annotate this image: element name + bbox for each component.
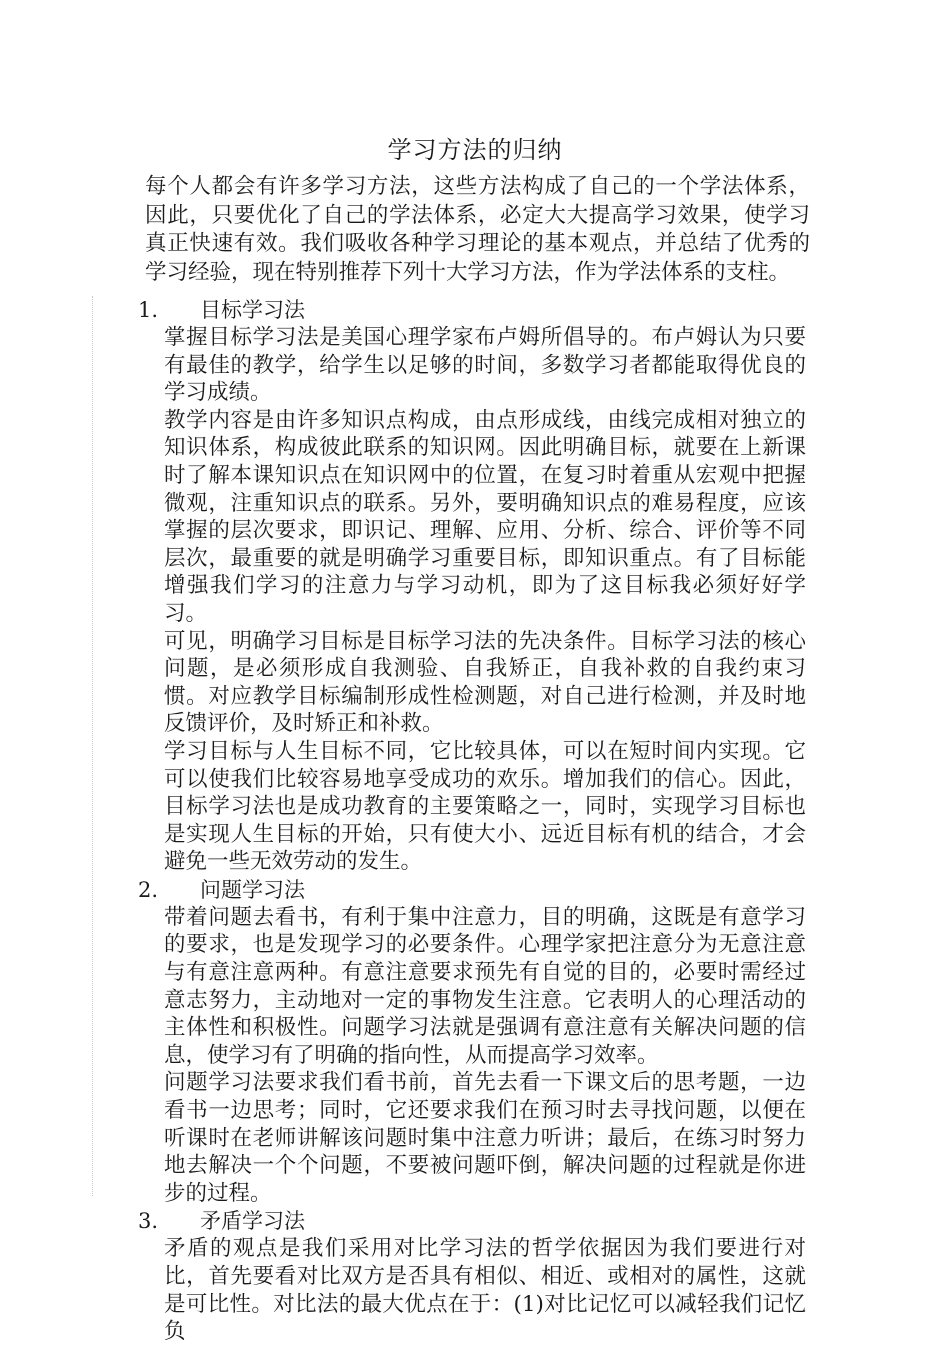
document-title: 学习方法的归纳 (387, 136, 563, 164)
section-problem-learning (120, 876, 820, 1208)
section-heading-label: 矛盾学习法 (200, 1209, 305, 1234)
section-paragraph: 矛盾的观点是我们采用对比学习法的哲学依据因为我们要进行对比，首先要看对比双方是否具有相似、相近、或相对的属性，这就是可比性。对比法的最大优点在于：(1)对比记忆可以减轻我们记忆负 (164, 1236, 806, 1345)
section-heading-label: 目标学习法 (200, 298, 305, 322)
section-heading (120, 1207, 820, 1235)
sections-container (120, 296, 820, 1346)
section-paragraph: 掌握目标学习法是美国心理学家布卢姆所倡导的。布卢姆认为只要有最佳的教学，给学生以足够的时间，多数学习者都能取得优良的学习成绩。 (164, 325, 806, 406)
section-heading (120, 876, 820, 904)
intro-paragraph: 每个人都会有许多学习方法，这些方法构成了自己的一个学法体系，因此，只要优化了自己的学法体系，必定大大提高学习效果，使学习真正快速有效。我们吸收各种学习理论的基本观点，并总结了优秀的学习经验，现在特别推荐下列十大学习方法，作为学法体系的支柱。 (145, 174, 810, 285)
section-contradiction-learning (120, 1207, 820, 1345)
section-paragraph: 教学内容是由许多知识点构成，由点形成线，由线完成相对独立的知识体系，构成彼此联系的知识网。因此明确目标，就要在上新课时了解本课知识点在知识网中的位置，在复习时着重从宏观中把握微观，注重知识点的联系。另外，要明确知识点的难易程度，应该掌握的层次要求，即识记、理解、应用、分析、综合、评价等不同层次，最重要的就是明确学习重要目标，即知识重点。有了目标能增强我们学习的注意力与学习动机，即为了这目标我必须好好学习。 (164, 407, 806, 626)
section-heading (120, 296, 820, 324)
section-number: 3. (138, 1209, 159, 1234)
section-number: 2. (138, 877, 159, 902)
margin-guide-line (92, 296, 93, 1196)
section-paragraph: 带着问题去看书，有利于集中注意力，目的明确，这既是有意学习的要求，也是发现学习的必要条件。心理学家把注意分为无意注意与有意注意两种。有意注意要求预先有自觉的目的，必要时需经过意志努力，主动地对一定的事物发生注意。它表明人的心理活动的主体性和积极性。问题学习法就是强调有意注意有关解决问题的信息，使学习有了明确的指向性，从而提高学习效率。 (164, 904, 806, 1068)
section-heading-label: 问题学习法 (200, 877, 305, 902)
section-number: 1. (138, 298, 159, 322)
section-paragraph: 可见，明确学习目标是目标学习法的先决条件。目标学习法的核心问题，是必须形成自我测验、自我矫正，自我补救的自我约束习惯。对应教学目标编制形成性检测题，对自己进行检测，并及时地反馈评价，及时矫正和补救。 (164, 628, 806, 737)
section-goal-learning (120, 296, 820, 876)
section-paragraph: 学习目标与人生目标不同，它比较具体，可以在短时间内实现。它可以使我们比较容易地享受成功的欢乐。增加我们的信心。因此，目标学习法也是成功教育的主要策略之一，同时，实现学习目标也是实现人生目标的开始，只有使大小、远近目标有机的结合，才会避免一些无效劳动的发生。 (164, 738, 806, 875)
section-paragraph: 问题学习法要求我们看书前，首先去看一下课文后的思考题，一边看书一边思考；同时，它还要求我们在预习时去寻找问题，以便在听课时在老师讲解该问题时集中注意力听讲；最后，在练习时努力地去解决一个个问题，不要被问题吓倒，解决问题的过程就是你进步的过程。 (164, 1070, 806, 1206)
